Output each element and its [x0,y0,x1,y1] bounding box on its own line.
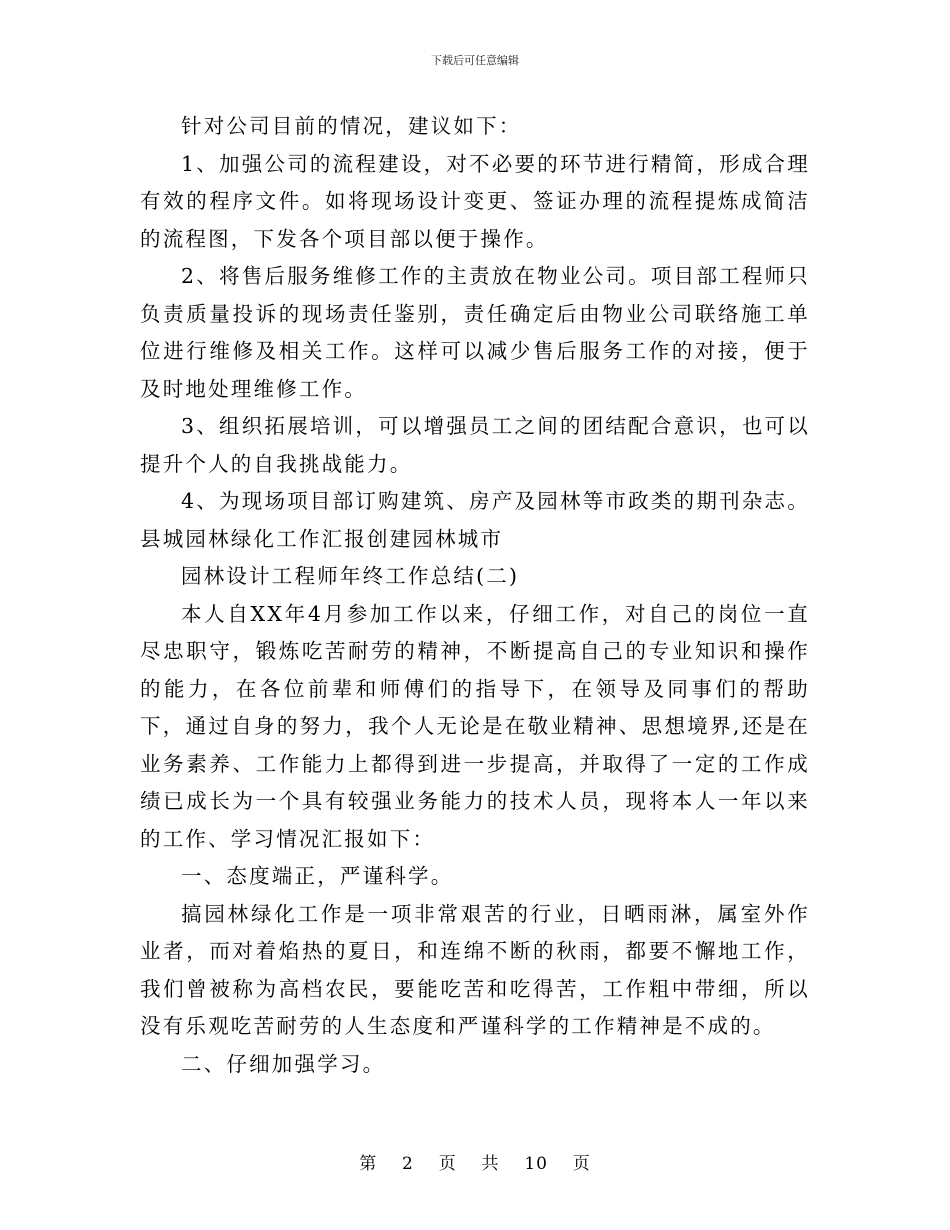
paragraph-suggestion-2: 2、将售后服务维修工作的主责放在物业公司。项目部工程师只负责质量投诉的现场责任鉴别，责任确定后由物业公司联络施工单位进行维修及相关工作。这样可以减少售后服务工作的对接，便于及时地处理维修工作。 [140,264,810,401]
subheading-attitude: 一、态度端正，严谨科学。 [181,864,454,888]
section-title: 园林设计工程师年终工作总结(二) [181,564,520,588]
paragraph-suggestion-4: 4、为现场项目部订购建筑、房产及园林等市政类的期刊杂志。县城园林绿化工作汇报创建园林城市 [140,489,810,551]
page-footer [0,1153,950,1175]
footer-prefix: 第 [359,1154,378,1174]
paragraph-attitude: 搞园林绿化工作是一项非常艰苦的行业，日晒雨淋，属室外作业者，而对着焰热的夏日，和连绵不断的秋雨，都要不懈地工作，我们曾被称为高档农民，要能吃苦和吃得苦，工作粗中带细，所以没有乐观吃苦耐劳的人生态度和严谨科学的工作精神是不成的。 [140,901,810,1038]
paragraph-suggestion-1: 1、加强公司的流程建设，对不必要的环节进行精简，形成合理有效的程序文件。如将现场设计变更、签证办理的流程提炼成简洁的流程图，下发各个项目部以便于操作。 [140,151,810,251]
subheading-study: 二、仔细加强学习。 [181,1051,386,1076]
footer-total-pages: 10 [524,1154,548,1174]
paragraph-suggestion-3: 3、组织拓展培训，可以增强员工之间的团结配合意识，也可以提升个人的自我挑战能力。 [140,414,810,476]
footer-suffix: 页 [572,1154,591,1174]
footer-page-word: 页 [438,1154,457,1174]
paragraph-intro: 针对公司目前的情况，建议如下： [181,114,522,138]
footer-total-word: 共 [481,1154,500,1174]
page-header: 下载后可任意编辑 [431,54,519,67]
document-body [140,108,810,1083]
footer-current-page: 2 [402,1154,414,1174]
paragraph-summary: 本人自XX年4月参加工作以来，仔细工作，对自己的岗位一直尽忠职守，锻炼吃苦耐劳的精神，不断提高自己的专业知识和操作的能力，在各位前辈和师傅们的指导下，在领导及同事们的帮助下，通过自身的努力，我个人无论是在敬业精神、思想境界,还是在业务素养、工作能力上都得到进一步提高，并取得了一定的工作成绩已成长为一个具有较强业务能力的技术人员，现将本人一年以来的工作、学习情况汇报如下： [140,601,810,851]
